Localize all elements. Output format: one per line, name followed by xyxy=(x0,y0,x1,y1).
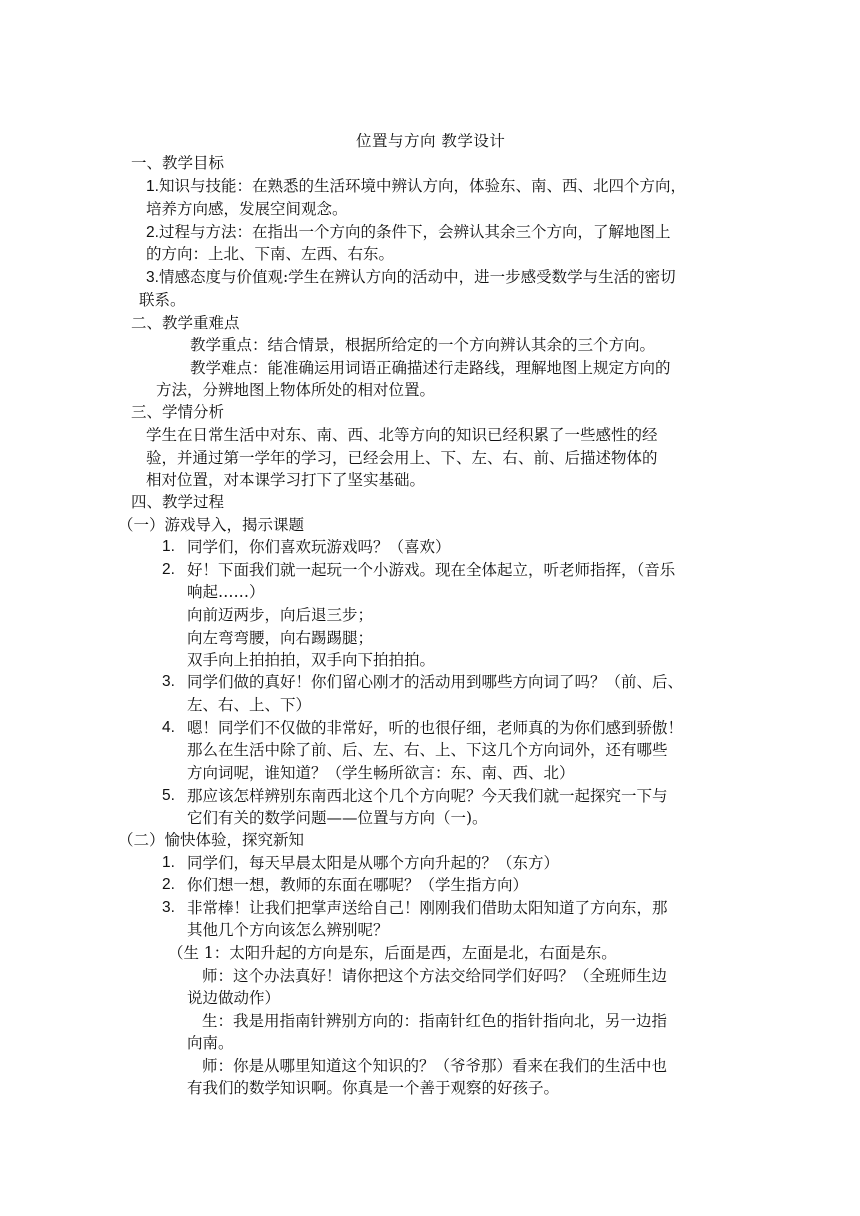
list-item-text: 向左弯弯腰，向右踢踢腿； xyxy=(187,629,374,647)
list-item-text: 你们想一想，教师的东面在哪呢？（学生指方向） xyxy=(187,876,529,894)
analysis-line: 学生在日常生活中对东、南、西、北等方向的知识已经积累了一些感性的经 xyxy=(146,426,658,444)
goal-number: 3. xyxy=(146,269,159,286)
list-number: 2. xyxy=(162,876,175,893)
list-item-text: 嗯！同学们不仅做的非常好，听的也很仔细，老师真的为你们感到骄傲！ xyxy=(187,719,684,737)
list-item-text: 向前迈两步，向后退三步； xyxy=(187,606,374,624)
goal-item-3 xyxy=(146,265,676,289)
document-title: 位置与方向 教学设计 xyxy=(356,132,506,150)
section-heading-key-points: 二、教学重难点 xyxy=(131,314,240,332)
goal-number: 1. xyxy=(146,178,159,195)
dialogue-line: 生：我是用指南针辨别方向的：指南针红色的指针指向北，另一边指 xyxy=(202,1012,668,1030)
teaching-emphasis: 教学重点：结合情景，根据所给定的一个方向辨认其余的三个方向。 xyxy=(190,336,656,354)
list-item-text: 同学们做的真好！你们留心刚才的活动用到哪些方向词了吗？（前、后、 xyxy=(187,673,684,691)
list-item-text: 它们有关的数学问题——位置与方向（一)。 xyxy=(187,809,488,827)
list-item-text: 那么在生活中除了前、后、左、右、上、下这几个方向词外，还有哪些 xyxy=(187,741,668,759)
teaching-difficulty-continued: 方法，分辨地图上物体所处的相对位置。 xyxy=(156,381,436,399)
list-item-text: 双手向上拍拍拍，双手向下拍拍拍。 xyxy=(187,651,436,669)
goal-text: 情感态度与价值观:学生在辨认方向的活动中，进一步感受数学与生活的密切 xyxy=(158,268,676,286)
teaching-difficulty: 教学难点：能准确运用词语正确描述行走路线，理解地图上规定方向的 xyxy=(190,359,671,377)
list-number: 4. xyxy=(162,719,175,736)
goal-item-1-continued: 培养方向感，发展空间观念。 xyxy=(146,200,348,218)
goal-item-2-continued: 的方向：上北、下南、左西、右东。 xyxy=(146,245,395,263)
list-number: 1. xyxy=(162,538,175,555)
list-item-text: 同学们，每天早晨太阳是从哪个方向升起的？（东方） xyxy=(187,854,560,872)
dialogue-line: 师：这个办法真好！请你把这个方法交给同学们好吗？（全班师生边 xyxy=(202,967,668,985)
dialogue-line: 有我们的数学知识啊。你真是一个善于观察的好孩子。 xyxy=(187,1079,560,1097)
list-item-text: 同学们，你们喜欢玩游戏吗？（喜欢） xyxy=(187,538,451,556)
list-item-text: 其他几个方向该怎么辨别呢？ xyxy=(187,921,389,939)
dialogue-line: 师：你是从哪里知道这个知识的？（爷爷那）看来在我们的生活中也 xyxy=(202,1057,668,1075)
section-heading-process: 四、教学过程 xyxy=(131,493,225,511)
list-item-text: 好！下面我们就一起玩一个小游戏。现在全体起立，听老师指挥，（音乐 xyxy=(187,561,676,579)
list-item-text: 响起……） xyxy=(187,583,265,601)
process-part1-heading: （一）游戏导入，揭示课题 xyxy=(118,516,305,534)
analysis-line: 验，并通过第一学年的学习，已经会用上、下、左、右、前、后描述物体的 xyxy=(146,449,658,467)
goal-text: 过程与方法：在指出一个方向的条件下，会辨认其余三个方向，了解地图上 xyxy=(158,223,671,241)
list-number: 3. xyxy=(162,673,175,690)
list-number: 5. xyxy=(162,787,175,804)
list-number: 2. xyxy=(162,561,175,578)
dialogue-line: （生 1：太阳升起的方向是东，后面是西，左面是北，右面是东。 xyxy=(168,944,617,962)
goal-item-1 xyxy=(146,174,686,198)
list-item-text: 方向词呢，谁知道？（学生畅所欲言：东、南、西、北） xyxy=(187,764,575,782)
list-number: 3. xyxy=(162,899,175,916)
process-part2-heading: （二）愉快体验，探究新知 xyxy=(118,831,305,849)
section-heading-analysis: 三、学情分析 xyxy=(131,403,225,421)
dialogue-line: 说边做动作） xyxy=(187,989,281,1007)
goal-item-3-continued: 联系。 xyxy=(139,291,186,309)
goal-item-2 xyxy=(146,220,670,244)
section-heading-goals: 一、教学目标 xyxy=(131,154,225,172)
list-number: 1. xyxy=(162,854,175,871)
goal-text: 知识与技能：在熟悉的生活环境中辨认方向，体验东、南、西、北四个方向， xyxy=(158,177,686,195)
dialogue-line: 向南。 xyxy=(187,1034,234,1052)
list-item-text: 左、右、上、下） xyxy=(187,696,312,714)
list-item-text: 那应该怎样辨别东南西北这个几个方向呢？今天我们就一起探究一下与 xyxy=(187,787,668,805)
analysis-line: 相对位置，对本课学习打下了坚实基础。 xyxy=(146,471,426,489)
goal-number: 2. xyxy=(146,224,159,241)
list-item-text: 非常棒！让我们把掌声送给自己！刚刚我们借助太阳知道了方向东，那 xyxy=(187,899,668,917)
